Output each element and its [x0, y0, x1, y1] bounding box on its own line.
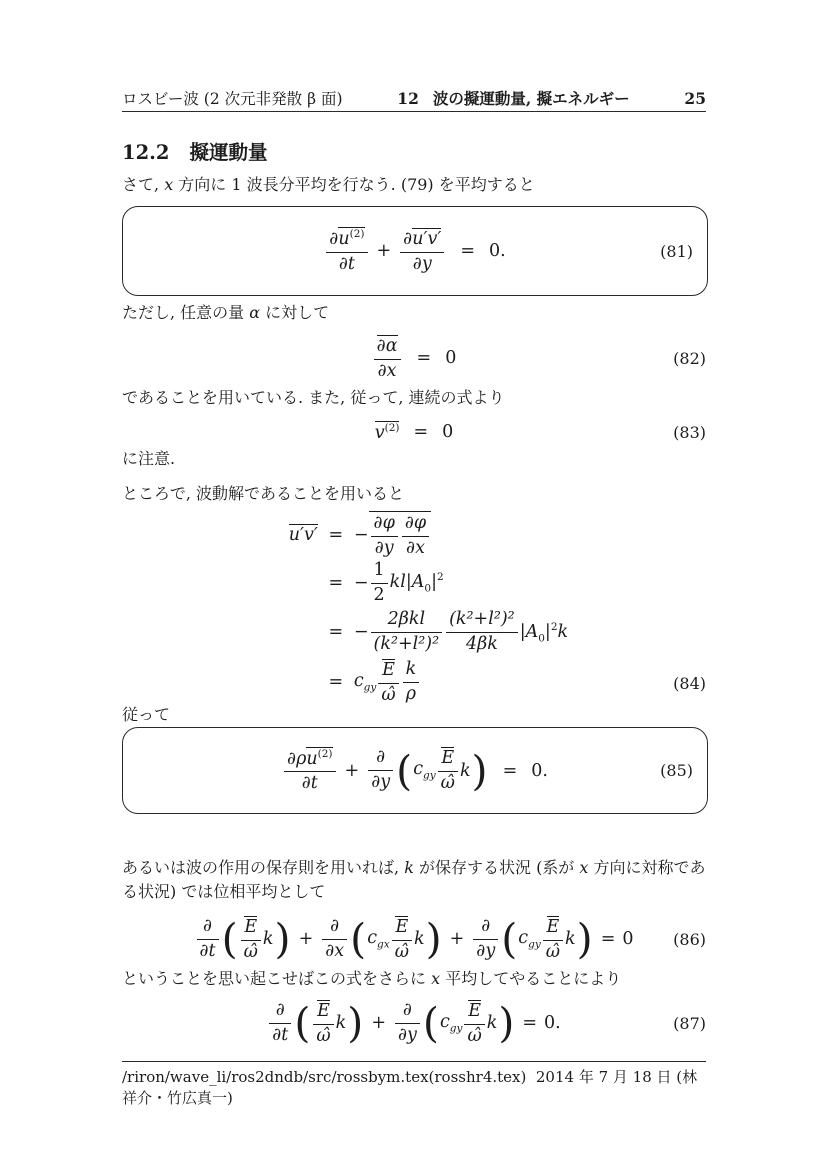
- math-var-k: k: [335, 1013, 347, 1033]
- math-var-x: x: [579, 858, 589, 877]
- paragraph-2: ただし, 任意の量 α に対して: [122, 303, 330, 322]
- math-var-k: k: [262, 929, 274, 949]
- overlined-E: E: [382, 660, 395, 681]
- overlined-E: E: [244, 916, 258, 937]
- fraction: $\frac{\partial u'v'}{\partial y}$: [400, 228, 444, 274]
- fraction: $\frac{E}{\omegâ}$: [392, 916, 412, 962]
- equation-87-row: [122, 998, 706, 1048]
- overlined-E: E: [468, 1000, 481, 1021]
- equation-tag-83: (83): [673, 422, 706, 442]
- equation-box-85: [122, 727, 708, 814]
- overlined-E: E: [441, 748, 455, 769]
- equation-85: $\frac{\partial\rho u^{(2)}}{\partial t}$ + $\frac{\partial}{\partial y}$ ( $c_{gy}$ $\frac{E}{\omegâ}$ k ) = 0. (85): [123, 728, 707, 813]
- equation-83: [122, 417, 706, 447]
- fraction: $\frac{\partial\rho u^{(2)}}{\partial t}$: [284, 747, 336, 794]
- equation-tag-81: (81): [660, 241, 693, 261]
- rhs-zero: 0: [622, 929, 634, 949]
- math-var-k: k: [404, 858, 414, 877]
- header-chapter: [397, 87, 629, 109]
- equation-84-line-3: [260, 605, 568, 659]
- math-var-k: k: [486, 1013, 498, 1033]
- header-chapter-title: 波の擬運動量, 擬エネルギー: [432, 89, 630, 108]
- overlined-E: E: [546, 916, 560, 937]
- minus-sign: −: [353, 622, 369, 643]
- paragraph-7-line-2: る状況) では位相平均として: [122, 882, 326, 901]
- equals-sign: =: [416, 348, 432, 368]
- fraction: $\frac{1}{2}$: [371, 561, 388, 605]
- rhs-zero: 0.: [544, 1013, 561, 1033]
- rhs-zero: 0.: [489, 241, 506, 261]
- equation-box-81: [122, 206, 708, 296]
- overlined-uv: u′v′: [412, 228, 442, 249]
- section-title: 擬運動量: [189, 141, 268, 164]
- equals-sign: =: [328, 672, 344, 693]
- page-number: 25: [684, 89, 706, 108]
- fraction: $\frac{\partial u^{(2)}}{\partial t}$: [326, 227, 367, 274]
- fraction: $\frac{\partial}{\partial x}$: [322, 917, 347, 961]
- math-var-k: k: [459, 760, 471, 781]
- paragraph-4: に注意.: [122, 449, 176, 468]
- equals-sign: =: [328, 622, 344, 643]
- partial-symbol: ∂: [329, 229, 339, 250]
- equation-83-row: [122, 417, 706, 447]
- equation-84-line-2: [260, 561, 568, 605]
- rhs-zero: 0: [445, 348, 457, 368]
- equation-tag-85: (85): [660, 761, 693, 780]
- page-header: [122, 87, 706, 109]
- group-velocity-symbol: $c_{gy}$: [518, 927, 541, 951]
- plus-operator: +: [371, 1013, 386, 1033]
- equation-tag-86: (86): [673, 929, 706, 949]
- paragraph-7: [122, 856, 706, 904]
- equals-sign: =: [600, 929, 616, 949]
- fraction: $\frac{E}{\omegâ}$: [543, 916, 563, 962]
- footer-rule: [122, 1061, 706, 1062]
- plus-operator: +: [449, 929, 465, 949]
- equation-84-line-4: [260, 659, 568, 705]
- paragraph-8: ということを思い起こせばこの式をさらに x 平均してやることにより: [122, 969, 622, 988]
- equation-81: [123, 207, 707, 295]
- fraction: $\frac{k}{\rho}$: [403, 660, 420, 704]
- fraction: $\frac{\text{(k²+l²)²}}{4\beta k}$: [446, 610, 518, 654]
- math-var-k: k: [565, 929, 576, 949]
- paragraph-7-line-1: あるいは波の作用の保存則を用いれば, k が保存する状況 (系が x 方向に対称であ: [122, 858, 706, 877]
- header-rule: [122, 111, 706, 112]
- fraction: $\frac{\partial\varphi}{\partial x}$: [402, 514, 429, 558]
- fraction: $\frac{E}{\omegâ}$: [241, 916, 261, 962]
- math-term: $kl|A_0|^2$: [389, 571, 444, 595]
- rhs-zero: 0: [442, 422, 454, 442]
- math-term: $|A_0|^2k$: [519, 620, 569, 644]
- header-left-title: ロスビー波 (2 次元非発散 β 面): [122, 90, 343, 108]
- plus-operator: +: [298, 929, 314, 949]
- footer-text: /riron/wave_li/ros2dndb/src/rossbym.tex(rosshr4.tex) 2014 年 7 月 18 日 (林 祥介・竹広真一): [122, 1068, 702, 1107]
- minus-sign: −: [353, 573, 369, 594]
- math-var-x: x: [431, 969, 441, 988]
- group-velocity-symbol: $c_{gy}$: [413, 759, 436, 782]
- section-heading: [122, 137, 706, 165]
- partial-symbol: ∂: [403, 228, 413, 249]
- equation-tag-84: (84): [673, 674, 706, 694]
- fraction: $\frac{E}{\omegâ}$: [464, 1000, 484, 1046]
- group-velocity-symbol: $c_{gy}$: [439, 1011, 463, 1035]
- equals-sign: =: [502, 760, 518, 781]
- overlined-E: E: [317, 1000, 330, 1021]
- fraction: $\frac{\partial}{\partial y}$: [368, 748, 393, 792]
- fraction: $\frac{\partial}{\partial y}$: [473, 917, 498, 961]
- overlined-v2: $v^{(2)}$: [374, 421, 400, 443]
- math-var-x: x: [164, 175, 174, 194]
- minus-sign: −: [353, 525, 369, 545]
- equals-sign: =: [413, 422, 429, 442]
- equals-sign: =: [328, 573, 344, 594]
- equation-82: [122, 332, 706, 384]
- rhs-zero: 0.: [531, 760, 548, 781]
- equation-tag-87: (87): [673, 1013, 706, 1033]
- math-var-k: k: [413, 929, 425, 949]
- fraction: $\frac{\text{2βkl}}{\text{(k²+l²)²}}$: [371, 610, 443, 654]
- equation-84-grid: [260, 509, 568, 705]
- overlined-u2: $u^{(2)}$: [338, 228, 365, 250]
- plus-operator: +: [376, 241, 392, 261]
- group-velocity-symbol: $c_{gy}$: [353, 671, 377, 694]
- fraction: $\frac{\partial}{\partial t}$: [197, 917, 219, 961]
- paragraph-5: ところで, 波動解であることを用いると: [122, 484, 405, 503]
- equation-86: $\frac{\partial}{\partial t}$ ( $\frac{E}{\omegâ}$ k ) + $\frac{\partial}{\partial x}$ ( $c_{gx}$ $\frac{E}{\omegâ}$ k ) + $\frac{\partial}{\partial y}$ ( $c_{gy}$ $\frac{E}{\omegâ}$ k ) = 0 (86): [122, 914, 706, 964]
- paragraph-6: 従って: [122, 705, 171, 724]
- fraction: $\frac{\partial\alpha}{\partial x}$: [374, 335, 401, 381]
- equation-82-row: [122, 332, 706, 384]
- equation-87: $\frac{\partial}{\partial t}$ ( $\frac{E}{\omegâ}$ k ) + $\frac{\partial}{\partial y}$ ( $c_{gy}$ $\frac{E}{\omegâ}$ k ) = 0. (87): [122, 998, 706, 1048]
- section-number: 12.2: [122, 141, 170, 164]
- overlined-E: E: [395, 916, 409, 937]
- fraction: $\frac{E}{\omegâ}$: [313, 1000, 333, 1046]
- overlined-uv: u′v′: [288, 525, 318, 546]
- fraction: $\frac{\partial}{\partial t}$: [269, 1001, 291, 1045]
- fraction: $\frac{E}{\omegâ}$: [378, 659, 398, 705]
- paragraph-1: さて, x 方向に 1 波長分平均を行なう. (79) を平均すると: [122, 175, 535, 194]
- fraction: $\frac{\partial}{\partial y}$: [395, 1001, 420, 1045]
- overlined-product: [369, 511, 432, 558]
- fraction: $\frac{\partial\varphi}{\partial y}$: [371, 514, 398, 558]
- equation-84: [122, 509, 706, 705]
- equals-sign: =: [328, 525, 344, 545]
- equals-sign: =: [522, 1013, 538, 1033]
- equals-sign: =: [460, 241, 476, 261]
- math-var-alpha: α: [249, 303, 261, 322]
- header-chapter-number: 12: [397, 89, 419, 108]
- overlined-u2: $u^{(2)}$: [306, 747, 333, 769]
- equation-84-line-1: [260, 509, 568, 561]
- plus-operator: +: [344, 760, 360, 781]
- equation-86-row: [122, 914, 706, 964]
- fraction: $\frac{E}{\omegâ}$: [438, 747, 458, 793]
- overlined-dalpha: ∂α: [376, 335, 398, 356]
- equation-tag-82: (82): [673, 348, 706, 368]
- group-velocity-symbol: $c_{gx}$: [367, 927, 390, 951]
- paragraph-3: であることを用いている. また, 従って, 連続の式より: [122, 388, 505, 407]
